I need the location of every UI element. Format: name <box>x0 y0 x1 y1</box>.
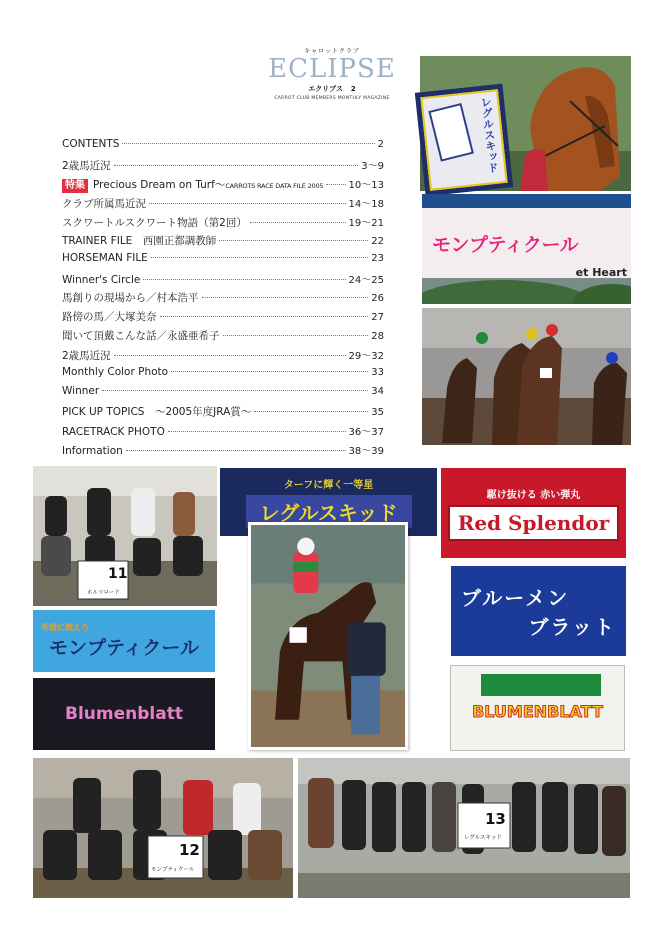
group-photo-3 <box>298 758 630 898</box>
group1-number: 11 <box>108 566 128 582</box>
contents-title: HORSEMAN FILE <box>62 252 148 264</box>
leader-dots <box>223 335 369 336</box>
banner-blumen-latin: Blumenblatt <box>65 704 183 724</box>
banner-monpuchi-blue <box>33 610 215 672</box>
contents-page-number: 24～25 <box>348 275 384 286</box>
banner-monpuchi2-main: モンプティクール <box>48 637 200 659</box>
leader-dots <box>326 184 345 185</box>
contents-page-number: 10～13 <box>348 180 384 191</box>
group3-number: 13 <box>485 810 506 828</box>
banner-reguls-vertical <box>415 84 513 197</box>
group-photo-1 <box>33 466 217 606</box>
leader-dots <box>202 297 369 298</box>
group-photo-2 <box>33 758 293 898</box>
contents-title: 路傍の馬／大塚美奈 <box>62 311 157 323</box>
leader-dots <box>151 257 368 258</box>
leader-dots <box>149 203 346 204</box>
contents-row[interactable] <box>62 309 384 328</box>
leader-dots <box>122 143 374 144</box>
banner-reguls-vertical-label: レグルスキッド <box>478 95 500 174</box>
leader-dots <box>114 355 346 356</box>
contents-page-number: 14～18 <box>348 199 384 210</box>
banner-blumenblatt-dark <box>33 678 215 750</box>
leader-dots <box>126 450 346 451</box>
race-image <box>422 308 631 445</box>
contents-page-number: 35 <box>371 407 384 418</box>
leader-dots <box>102 390 368 391</box>
leader-dots <box>114 165 359 166</box>
contents-page-number: 36～37 <box>348 427 384 438</box>
contents-title: PICK UP TOPICS ～2005年度JRA賞～ <box>62 406 252 418</box>
contents-title: RACETRACK PHOTO <box>62 426 165 438</box>
contents-row[interactable] <box>62 347 384 366</box>
contents-row[interactable] <box>62 138 384 157</box>
contents-row[interactable] <box>62 214 384 233</box>
contents-title: Winner <box>62 385 100 397</box>
contents-page-number: 3～9 <box>361 161 384 172</box>
banner-blumen-kana-2: ブラット <box>528 615 616 639</box>
contents-title: Information <box>62 445 123 457</box>
contents-page-number: 26 <box>371 293 384 304</box>
leader-dots <box>171 371 368 372</box>
jockey-horse-photo <box>248 522 408 750</box>
banner-red-main: Red Splendor <box>457 510 610 535</box>
contents-row[interactable] <box>62 366 384 385</box>
contents-row[interactable] <box>62 423 384 442</box>
feature-title: Precious Dream on Turf～ <box>93 179 226 191</box>
contents-title: 馬創りの現場から／村本浩平 <box>62 292 199 304</box>
contents-page-number: 33 <box>371 367 384 378</box>
group-photo-3-image <box>298 758 630 898</box>
banner-monpuchi-photo <box>422 194 631 304</box>
banner-blumen-caps: BLUMENBLATT <box>472 701 603 721</box>
leader-dots <box>143 279 345 280</box>
contents-page-number: 23 <box>371 253 384 264</box>
contents-page-number: 27 <box>371 312 384 323</box>
leader-dots <box>250 222 346 223</box>
contents-row[interactable] <box>62 252 384 271</box>
masthead-issue: 2 <box>350 85 356 93</box>
banner-reguls-main: レグルスキッド <box>259 501 398 525</box>
banner-monpuchi2-top: 希望に燃えろ <box>41 623 89 632</box>
masthead-title-kana: エクリプス <box>308 85 343 93</box>
contents-title: スクワートルスクワート物語（第2回） <box>62 217 247 229</box>
leader-dots <box>219 240 368 241</box>
contents-title: TRAINER FILE 西園正都調教師 <box>62 235 217 247</box>
group2-name: モンプティクール <box>151 867 195 873</box>
banner-blumen-kana-1: ブルーメン <box>461 586 570 610</box>
contents-row[interactable] <box>62 233 384 252</box>
contents-title: 聞いて頂戴こんな話／永盛亜希子 <box>62 330 220 342</box>
contents-row[interactable] <box>62 195 384 214</box>
contents-page-number: 29～32 <box>348 351 384 362</box>
contents-list <box>62 138 384 461</box>
group1-name: ホルツロード <box>87 590 121 596</box>
masthead-kana: キャロットクラブ <box>304 48 360 55</box>
contents-title: 2歳馬近況 <box>62 350 111 362</box>
contents-row[interactable] <box>62 157 384 176</box>
banner-monpuchi-tail: et Heart <box>575 266 627 279</box>
contents-title: Monthly Color Photo <box>62 366 169 378</box>
race-photo <box>422 308 631 445</box>
jockey-horse-image <box>251 525 405 747</box>
contents-title: クラブ所属馬近況 <box>62 198 146 210</box>
contents-row[interactable] <box>62 328 384 347</box>
masthead-logo: ECLIPSE <box>268 54 396 84</box>
banner-blumen-kana <box>451 566 626 656</box>
masthead <box>262 46 402 101</box>
contents-title: Winner's Circle <box>62 274 141 286</box>
masthead-tagline: CARROT CLUB MEMBERS MONTHLY MAGAZINE <box>274 96 390 101</box>
feature-subtitle: CARROTS RACE DATA FILE 2005 <box>225 182 324 190</box>
group-photo-2-image <box>33 758 293 898</box>
contents-page-number: 2 <box>377 139 384 150</box>
group-photo-1-image <box>33 466 217 606</box>
contents-page-number: 38～39 <box>348 446 384 457</box>
feature-badge: 特集 <box>62 179 88 193</box>
contents-page-number: 19～21 <box>348 218 384 229</box>
contents-row[interactable] <box>62 290 384 309</box>
group2-number: 12 <box>179 841 200 859</box>
banner-red-top: 駆け抜ける 赤い弾丸 <box>486 489 581 501</box>
contents-title <box>93 177 323 192</box>
masthead-subtitle <box>262 84 402 94</box>
banner-monpuchi-label: モンプティクール <box>432 234 579 256</box>
contents-page-number: 28 <box>371 331 384 342</box>
contents-row-feature[interactable] <box>62 176 384 195</box>
contents-title: 2歳馬近況 <box>62 160 111 172</box>
banner-blumenblatt-green <box>450 665 625 751</box>
leader-dots <box>254 411 368 412</box>
contents-row[interactable] <box>62 442 384 461</box>
leader-dots <box>168 431 346 432</box>
contents-row[interactable] <box>62 271 384 290</box>
contents-page-number: 22 <box>371 236 384 247</box>
banner-reguls-top: ターフに輝く一等星 <box>283 480 374 491</box>
group3-name: レグルスキッド <box>464 835 502 841</box>
leader-dots <box>160 316 369 317</box>
contents-page-number: 34 <box>371 386 384 397</box>
contents-row[interactable] <box>62 385 384 404</box>
contents-row[interactable] <box>62 404 384 423</box>
contents-title: CONTENTS <box>62 138 120 150</box>
banner-red-splendor <box>441 468 626 558</box>
